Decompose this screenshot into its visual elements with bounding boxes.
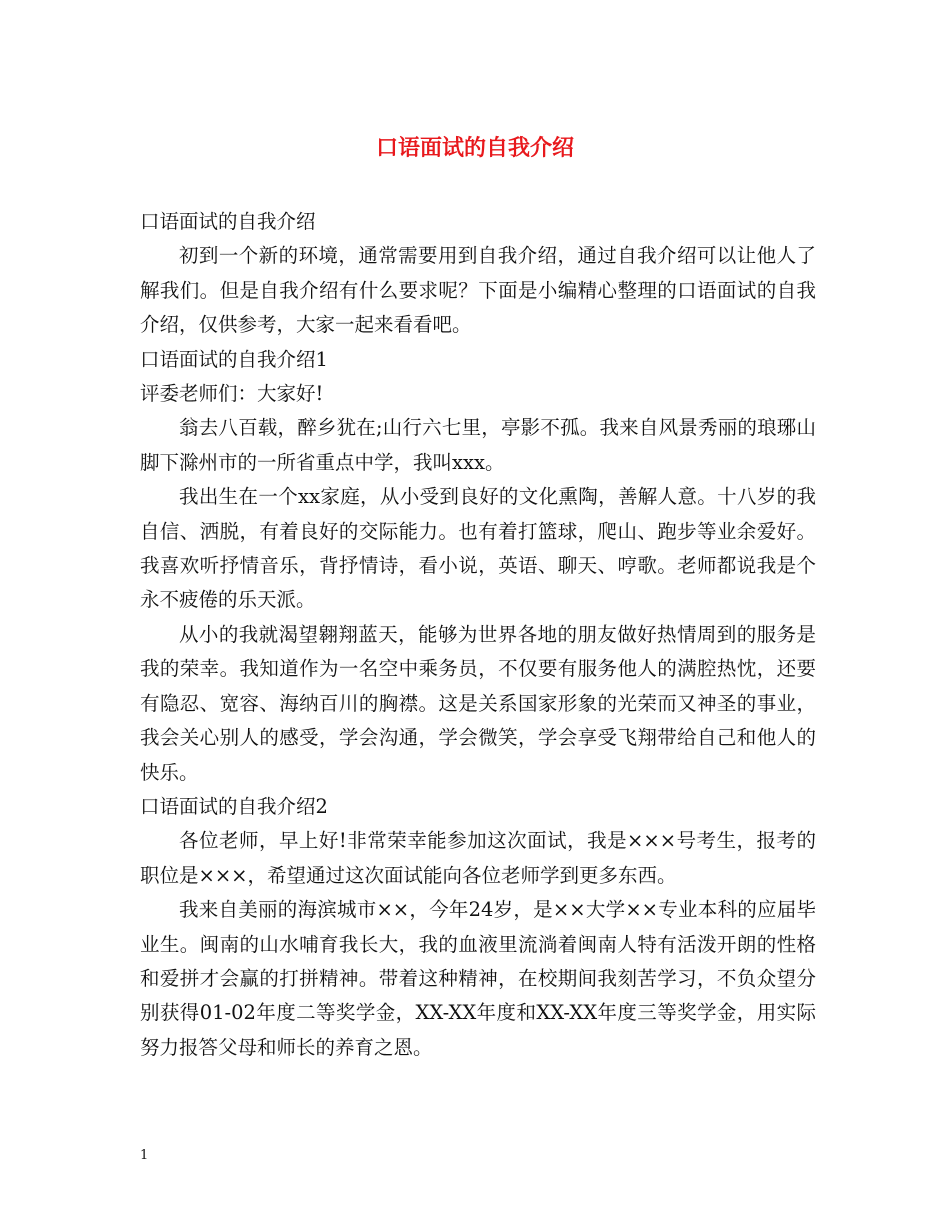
body-paragraph: 各位老师，早上好!非常荣幸能参加这次面试，我是×××号考生，报考的职位是×××，希望通过这次面试能向各位老师学到更多东西。 bbox=[140, 829, 816, 887]
section-heading: 口语面试的自我介绍1 bbox=[140, 347, 328, 371]
body-paragraph: 我出生在一个xx家庭，从小受到良好的文化熏陶，善解人意。十八岁的我自信、洒脱，有着良好的交际能力。也有着打篮球，爬山、跑步等业余爱好。我喜欢听抒情音乐，背抒情诗，看小说，英语、聊天、哼歌。老师都说我是个永不疲倦的乐天派。 bbox=[140, 485, 816, 612]
body-paragraph: 我来自美丽的海滨城市××，今年24岁，是××大学××专业本科的应届毕业生。闽南的山水哺育我长大，我的血液里流淌着闽南人特有活泼开朗的性格和爱拼才会赢的打拼精神。带着这种精神，在校期间我刻苦学习，不负众望分别获得01-02年度二等奖学金，XX-XX年度和XX-XX年度三等奖学金，用实际努力报答父母和师长的养育之恩。 bbox=[140, 898, 816, 1059]
document-body bbox=[140, 205, 816, 1065]
page-number: 1 bbox=[140, 1148, 149, 1163]
body-paragraph: 翁去八百载，醉乡犹在;山行六七里，亭影不孤。我来自风景秀丽的琅琊山脚下滁州市的一所省重点中学，我叫xxx。 bbox=[140, 416, 816, 474]
salutation: 评委老师们：大家好! bbox=[140, 382, 324, 406]
body-paragraph: 初到一个新的环境，通常需要用到自我介绍，通过自我介绍可以让他人了解我们。但是自我介绍有什么要求呢？下面是小编精心整理的口语面试的自我介绍，仅供参考，大家一起来看看吧。 bbox=[140, 244, 816, 337]
section-heading: 口语面试的自我介绍2 bbox=[140, 794, 328, 818]
section-heading: 口语面试的自我介绍 bbox=[140, 210, 316, 233]
document-title: 口语面试的自我介绍 bbox=[375, 135, 574, 161]
body-paragraph: 从小的我就渴望翱翔蓝天，能够为世界各地的朋友做好热情周到的服务是我的荣幸。我知道作为一名空中乘务员，不仅要有服务他人的满腔热忱，还要有隐忍、宽容、海纳百川的胸襟。这是关系国家形象的光荣而又神圣的事业，我会关心别人的感受，学会沟通，学会微笑，学会享受飞翔带给自己和他人的快乐。 bbox=[140, 622, 816, 784]
